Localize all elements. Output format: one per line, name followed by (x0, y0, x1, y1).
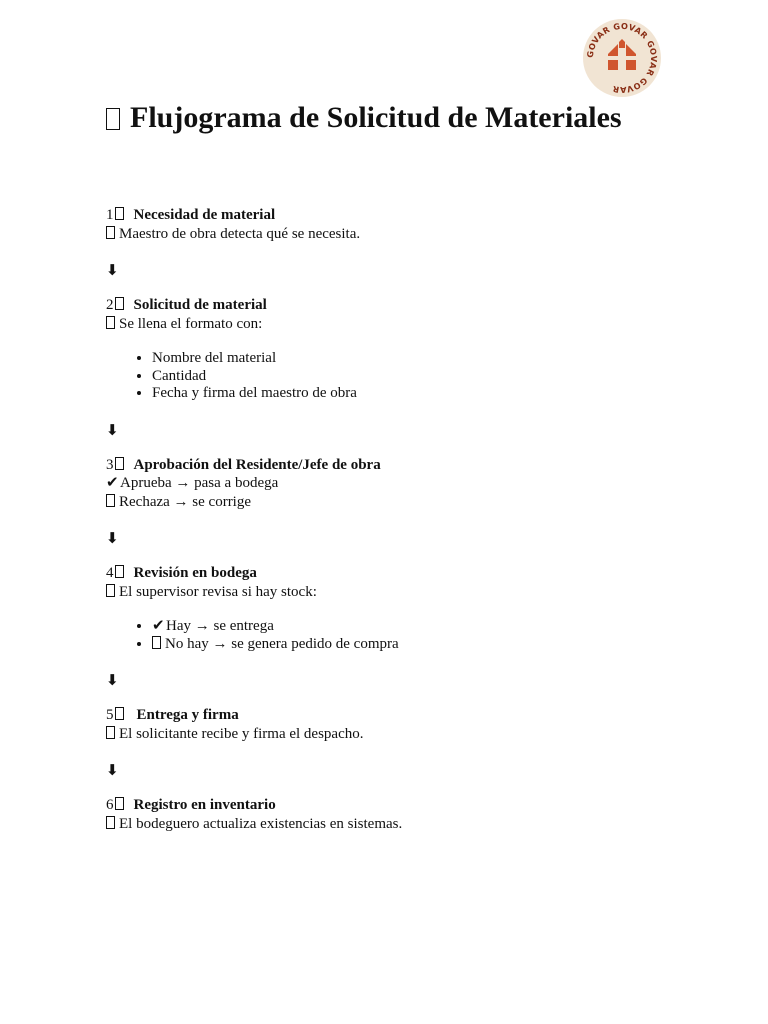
step-2: 2 Solicitud de material Se llena el formato con: • Nombre del material • Cantidad • Fecha y firma del maestro de obra (106, 296, 706, 403)
step-1: 1 Necesidad de material Maestro de obra detecta qué se necesita. (106, 207, 361, 242)
list-item: • No hay → se genera pedido de compra (152, 636, 706, 654)
package-icon (106, 726, 115, 739)
step-3: 3 Aprobación del Residente/Jefe de obra ✔Aprueba → pasa a bodega Rechaza → se corrige (106, 456, 381, 510)
step-text: El solicitante recibe y firma el despacho. (119, 725, 364, 742)
check-icon: ✔ (152, 618, 165, 634)
list-item: • Fecha y firma del maestro de obra (152, 385, 706, 403)
cross-icon (106, 494, 115, 507)
step-5: 5 Entrega y firma El solicitante recibe y firma el despacho. (106, 707, 364, 742)
step-4: 4 Revisión en bodega El supervisor revisa si hay stock: • ✔Hay → se entrega • No hay → se genera pedido de compra (106, 564, 706, 653)
computer-icon (106, 816, 115, 829)
list-item: • ✔Hay → se entrega (152, 618, 706, 636)
keycap-icon (115, 707, 124, 720)
step-text: El bodeguero actualiza existencias en sistemas. (119, 815, 403, 832)
flowchart-content (106, 206, 706, 833)
down-arrow-icon: ⬇ (106, 529, 119, 547)
cross-icon (152, 636, 161, 649)
field-list (106, 350, 706, 403)
keycap-icon (115, 457, 124, 470)
search-icon (106, 584, 115, 597)
step-6: 6 Registro en inventario El bodeguero actualiza existencias en sistemas. (106, 797, 403, 832)
list-item: • Nombre del material (152, 350, 706, 368)
person-icon (106, 226, 115, 239)
step-text: Rechaza → se corrige (119, 493, 252, 510)
down-arrow-icon: ⬇ (106, 261, 119, 279)
step-heading: Entrega y firma (136, 707, 239, 723)
step-heading: Registro en inventario (133, 797, 276, 813)
page-title: Flujograma de Solicitud de Materiales (106, 98, 622, 138)
step-text: Maestro de obra detecta qué se necesita. (119, 225, 361, 242)
govar-logo (582, 18, 662, 98)
list-item: • Cantidad (152, 368, 706, 386)
keycap-icon (115, 797, 124, 810)
step-text: Se llena el formato con: (119, 315, 263, 332)
stock-list (106, 618, 706, 653)
step-heading: Aprobación del Residente/Jefe de obra (133, 456, 381, 473)
clipboard-icon (106, 108, 120, 130)
step-text: Aprueba → pasa a bodega (120, 475, 279, 491)
step-text: El supervisor revisa si hay stock: (119, 583, 317, 600)
keycap-icon (115, 565, 124, 578)
keycap-icon (115, 207, 124, 220)
step-heading: Revisión en bodega (133, 565, 257, 581)
down-arrow-icon: ⬇ (106, 761, 119, 779)
step-heading: Solicitud de material (133, 297, 267, 313)
step-heading: Necesidad de material (133, 207, 276, 223)
down-arrow-icon: ⬇ (106, 420, 119, 439)
down-arrow-icon: ⬇ (106, 671, 119, 689)
check-icon: ✔ (106, 475, 119, 491)
form-icon (106, 316, 115, 329)
keycap-icon (115, 297, 124, 310)
svg-text:GOVAR GOVAR GOVAR GOVAR: GOVAR GOVAR GOVAR GOVAR (584, 20, 660, 96)
